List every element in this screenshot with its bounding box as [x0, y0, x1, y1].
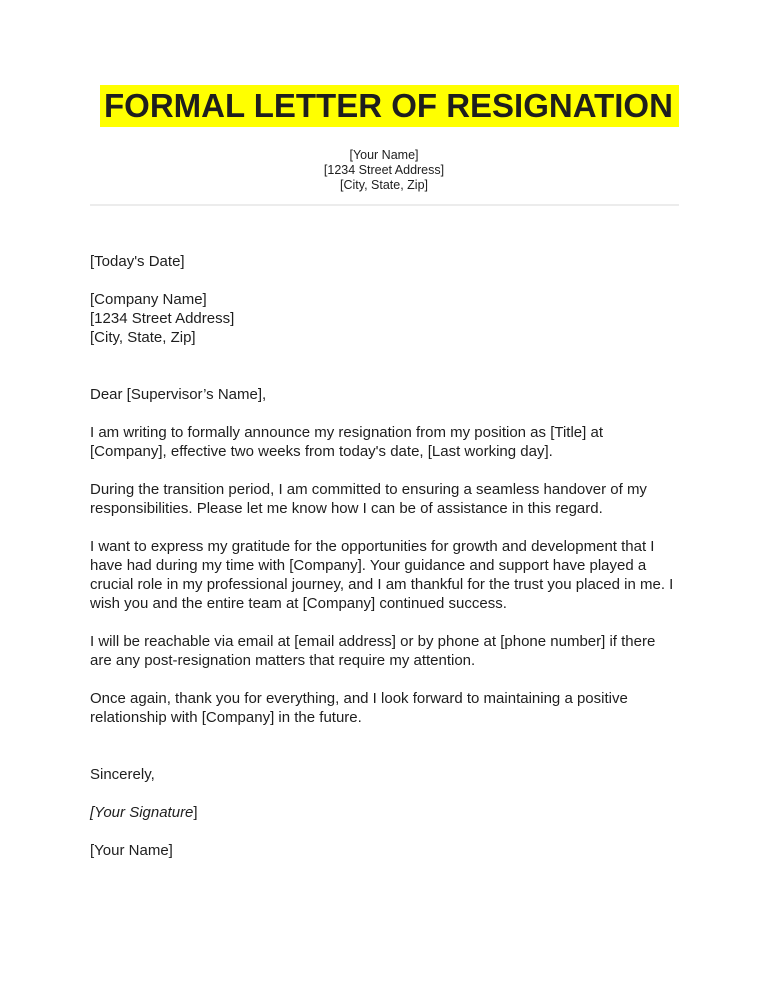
sender-address-block	[0, 148, 768, 193]
sender-city-state-zip: [City, State, Zip]	[340, 178, 428, 192]
paragraph-contact-info: I will be reachable via email at [email address] or by phone at [phone number] if there are any post-resignation matters that require my attention.	[90, 633, 656, 669]
paragraph-thanks-future: Once again, thank you for everything, and I look forward to maintaining a positive relationship with [Company] in the future.	[90, 690, 628, 726]
signature-placeholder	[90, 803, 678, 822]
salutation: Dear [Supervisor’s Name],	[90, 386, 267, 403]
letter-date: [Today's Date]	[90, 253, 185, 270]
sender-street-address: [1234 Street Address]	[323, 163, 445, 177]
letter-title	[100, 85, 768, 127]
closing-salutation: Sincerely,	[90, 766, 155, 783]
title-highlight: FORMAL LETTER OF RESIGNATION	[100, 85, 679, 127]
recipient-city-state-zip: [City, State, Zip]	[90, 329, 196, 346]
paragraph-resignation-announcement: I am writing to formally announce my resignation from my position as [Title] at [Company], effective two weeks from today's date, [Last working day].	[90, 424, 603, 460]
paragraph-transition-period: During the transition period, I am committed to ensuring a seamless handover of my responsibilities. Please let me know how I can be of assistance in this regard.	[90, 481, 647, 517]
letter-body	[90, 252, 678, 860]
sender-name: [Your Name]	[349, 148, 419, 162]
section-divider	[90, 204, 679, 206]
recipient-street-address: [1234 Street Address]	[90, 310, 235, 327]
recipient-company-name: [Company Name]	[90, 291, 207, 308]
paragraph-gratitude: I want to express my gratitude for the opportunities for growth and development that I have had during my time with [Company]. Your guidance and support have played a crucial role in my professional journey, and I am thankful for the trust you placed in me. I wish you and the entire team at [Company] continued success.	[90, 538, 674, 612]
signature-placeholder-italic: [Your Signature	[90, 804, 194, 821]
letter-title-row	[0, 0, 768, 127]
signature-placeholder-bracket: ]	[193, 804, 198, 821]
recipient-address-block	[90, 290, 678, 347]
signed-name: [Your Name]	[90, 842, 173, 859]
